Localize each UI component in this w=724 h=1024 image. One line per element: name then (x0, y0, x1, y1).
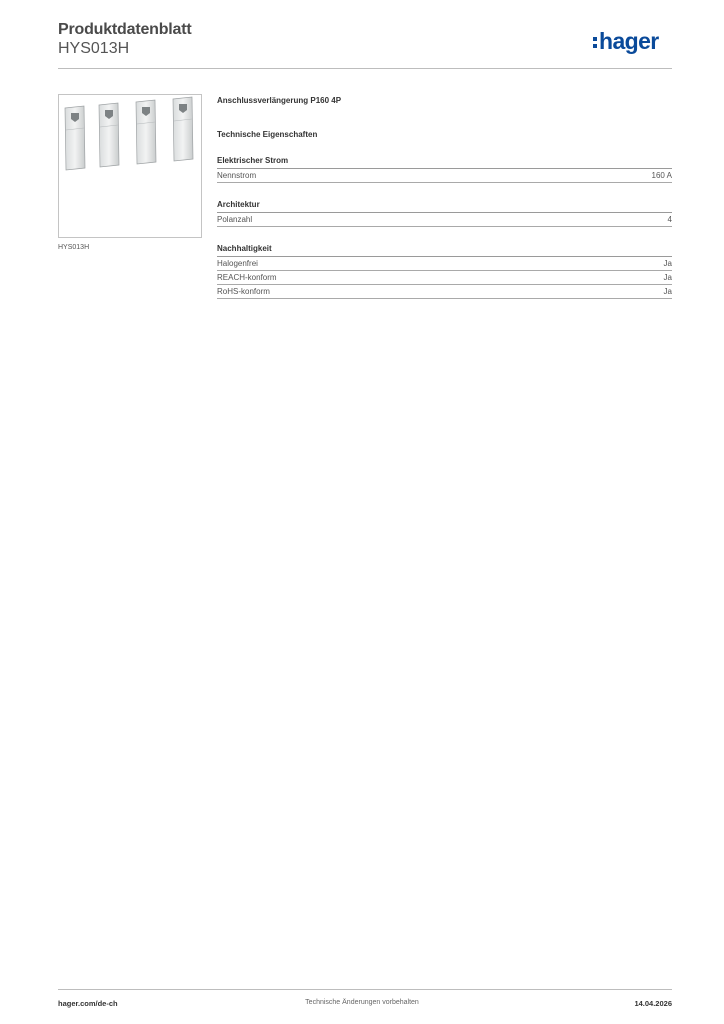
spec-row (217, 285, 672, 299)
footer-date: 14.04.2026 (634, 999, 672, 1008)
product-image (58, 94, 202, 238)
spec-label: Nennstrom (217, 171, 257, 180)
spec-value: Ja (663, 259, 672, 268)
spec-value: Ja (663, 273, 672, 282)
section-title: Nachhaltigkeit (217, 244, 672, 257)
footer-divider (58, 989, 672, 990)
spec-value: 4 (667, 215, 672, 224)
section-title: Elektrischer Strom (217, 156, 672, 169)
spec-row (217, 257, 672, 271)
footer-website-link[interactable]: hager.com/de-ch (58, 999, 118, 1008)
footer-note: Technische Änderungen vorbehalten (305, 999, 419, 1006)
page-title: Produktdatenblatt (58, 21, 192, 38)
tech-properties-heading: Technische Eigenschaften (217, 130, 318, 139)
spec-value: Ja (663, 287, 672, 296)
spec-label: Polanzahl (217, 215, 253, 224)
spec-row (217, 169, 672, 183)
logo-text: hager (599, 28, 659, 54)
spec-value: 160 A (651, 171, 672, 180)
section-sustainability (217, 244, 672, 299)
product-details (217, 96, 672, 299)
spec-row (217, 213, 672, 227)
spec-row (217, 271, 672, 285)
hager-logo (593, 29, 659, 53)
section-title: Architektur (217, 200, 672, 213)
logo-colon-icon (593, 37, 597, 48)
product-name: Anschlussverlängerung P160 4P (217, 96, 342, 105)
spec-label: Halogenfrei (217, 259, 258, 268)
spec-label: RoHS-konform (217, 287, 270, 296)
product-code: HYS013H (58, 40, 130, 57)
spec-label: REACH-konform (217, 273, 277, 282)
connector-bars-icon (59, 95, 201, 237)
section-electrical (217, 156, 672, 183)
image-caption: HYS013H (58, 244, 90, 251)
section-architecture (217, 200, 672, 227)
header-divider (58, 68, 672, 69)
